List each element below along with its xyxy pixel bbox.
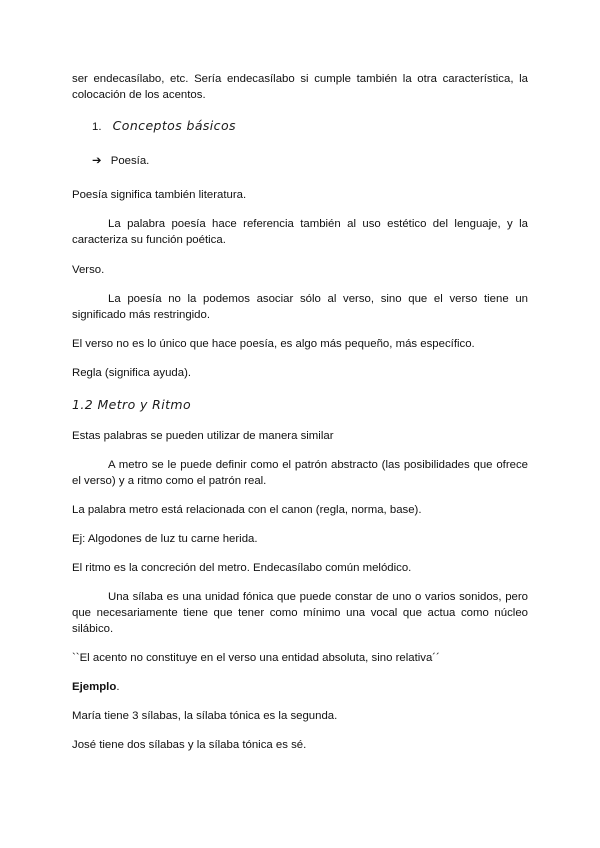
paragraph-poesia-verso: La poesía no la podemos asociar sólo al verso, sino que el verso tiene un significado más restringido. (72, 293, 528, 321)
paragraph-estas-palabras: Estas palabras se pueden utilizar de manera similar (72, 430, 334, 442)
paragraph-jose: José tiene dos sílabas y la sílaba tónica es sé. (72, 739, 307, 751)
bullet-text: Poesía. (110, 155, 150, 167)
ejemplo-dot: . (116, 681, 120, 693)
paragraph-poesia-literatura: Poesía significa también literatura. (72, 189, 247, 201)
bullet-poesia (92, 153, 522, 169)
paragraph-regla: Regla (significa ayuda). (72, 367, 192, 379)
heading-conceptos-basicos (92, 118, 522, 135)
paragraph-verso-no-es: El verso no es lo único que hace poesía, es algo más pequeño, más específico. (72, 338, 475, 350)
paragraph-ejemplo-algodones: Ej: Algodones de luz tu carne herida. (72, 533, 258, 545)
paragraph-silaba: Una sílaba es una unidad fónica que puede constar de uno o varios sonidos, pero que necesariamente tiene que tener como mínimo una vocal que actua como núcleo silábico. (72, 591, 528, 635)
paragraph-ritmo: El ritmo es la concreción del metro. Endecasílabo común melódico. (72, 562, 412, 574)
heading-number: 1. (92, 121, 102, 133)
ejemplo-bold: Ejemplo (72, 681, 117, 693)
paragraph-endecasilabo: ser endecasílabo, etc. Sería endecasílabo si cumple también la otra característica, la colocación de los acentos. (72, 73, 528, 101)
paragraph-a-metro: A metro se le puede definir como el patrón abstracto (las posibilidades que ofrece el verso) y a ritmo como el patrón real. (72, 459, 528, 487)
paragraph-ejemplo-label (72, 679, 528, 695)
arrow-bullet-icon: ➔ (92, 155, 102, 167)
paragraph-verso: Verso. (72, 264, 105, 276)
paragraph-acento-quote: ``El acento no constituye en el verso una entidad absoluta, sino relativa´´ (72, 652, 440, 664)
heading-metro-ritmo: 1.2 Metro y Ritmo (72, 397, 192, 412)
paragraph-palabra-poesia: La palabra poesía hace referencia también al uso estético del lenguaje, y la caracteriza su función poética. (72, 218, 528, 246)
paragraph-maria: María tiene 3 sílabas, la sílaba tónica es la segunda. (72, 710, 338, 722)
heading-title: Conceptos básicos (112, 118, 236, 133)
paragraph-palabra-metro: La palabra metro está relacionada con el canon (regla, norma, base). (72, 504, 422, 516)
